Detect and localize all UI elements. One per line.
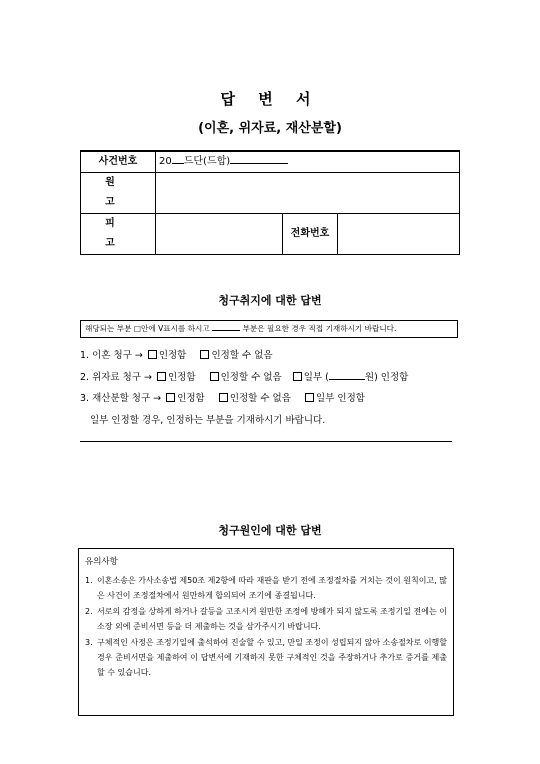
checkbox-icon[interactable] bbox=[166, 393, 175, 402]
claim-item-text: 2. 위자료 청구 → bbox=[80, 372, 152, 383]
option-label: 인정함 bbox=[168, 372, 196, 383]
phone-label: 전화번호 bbox=[283, 214, 338, 255]
notes-title: 유의사항 bbox=[85, 557, 118, 567]
option-label: 인정할 수 없음 bbox=[229, 393, 291, 404]
page-title: 답 변 서 bbox=[220, 90, 320, 108]
instruction-blank bbox=[212, 322, 240, 331]
case-number-blank[interactable] bbox=[230, 153, 288, 164]
checkbox-icon[interactable] bbox=[293, 372, 302, 381]
note-item bbox=[85, 573, 447, 603]
checkbox-icon[interactable] bbox=[210, 372, 219, 381]
notes-box bbox=[78, 548, 454, 716]
option-label: 인정함 bbox=[177, 393, 205, 404]
note-text: 서로의 감정을 상하게 하거나 갈등을 고조시켜 원만한 조정에 방해가 되지 않도록 조정기일 전에는 이 소장 외에 준비서면 등을 더 제출하는 것을 삼가주시기 바랍니다. bbox=[97, 607, 447, 631]
option-label: 인정할 수 없음 bbox=[220, 372, 282, 383]
note-text: 이혼소송은 가사소송법 제50조 제2항에 따라 재판을 받기 전에 조정절차를 거치는 것이 원칙이고, 많은 사건이 조정절차에서 원만하게 합의되어 조기에 종결됩니다. bbox=[97, 576, 447, 600]
checkbox-icon[interactable] bbox=[157, 372, 166, 381]
claim-item-divorce bbox=[80, 347, 273, 361]
note-number: 2. bbox=[85, 607, 93, 616]
claim-section-heading: 청구취지에 대한 답변 bbox=[218, 294, 322, 307]
plaintiff-label: 원 고 bbox=[81, 173, 156, 214]
case-number-field[interactable] bbox=[156, 151, 460, 173]
checkbox-icon[interactable] bbox=[305, 393, 314, 402]
claim-item-text: 1. 이혼 청구 → bbox=[80, 350, 143, 361]
instruction-text-1: 해당되는 부분 □안에 V표시를 하시고 bbox=[85, 324, 210, 333]
plaintiff-field[interactable] bbox=[156, 173, 460, 214]
partial-note: 일부 인정할 경우, 인정하는 부분을 기재하시기 바랍니다. bbox=[90, 415, 326, 426]
checkbox-icon[interactable] bbox=[200, 350, 209, 359]
claim-item-property bbox=[80, 390, 365, 404]
claim-item-alimony bbox=[80, 369, 408, 383]
defendant-label: 피 고 bbox=[81, 214, 156, 255]
note-text: 구체적인 사정은 조정기일에 출석하여 진술할 수 있고, 만일 조정이 성립되지 않아 소송절차로 이행할 경우 준비서면을 제출하여 이 답변서에 기재하지 못한 구체적인 것을 주장하거나 추가로 증거를 제출할 수 있습니다. bbox=[97, 638, 447, 677]
page-subtitle: (이혼, 위자료, 재산분할) bbox=[198, 121, 342, 136]
option-label: 일부 ( bbox=[303, 372, 329, 383]
option-label: 인정함 bbox=[158, 350, 187, 361]
cause-section-heading: 청구원인에 대한 답변 bbox=[218, 524, 322, 537]
instruction-text-2: 부분은 필요한 경우 직접 기재하시기 바랍니다. bbox=[242, 324, 397, 333]
case-year-blank[interactable] bbox=[172, 153, 184, 164]
answer-line[interactable] bbox=[80, 441, 452, 442]
defendant-field[interactable] bbox=[156, 214, 283, 255]
instruction-box bbox=[80, 320, 458, 338]
amount-blank[interactable] bbox=[329, 370, 365, 380]
checkbox-icon[interactable] bbox=[148, 350, 157, 359]
case-info-table bbox=[80, 150, 460, 255]
case-number-label: 사건번호 bbox=[81, 151, 156, 173]
note-item bbox=[85, 604, 447, 634]
checkbox-icon[interactable] bbox=[219, 393, 228, 402]
phone-field[interactable] bbox=[338, 214, 460, 255]
option-label: 원) 인정함 bbox=[364, 372, 409, 383]
note-number: 1. bbox=[85, 576, 93, 585]
note-item bbox=[85, 635, 447, 680]
option-label: 인정할 수 없음 bbox=[211, 350, 273, 361]
case-type: 드단(드합) bbox=[183, 156, 231, 167]
case-year-prefix: 20 bbox=[159, 156, 172, 167]
claim-item-text: 3. 재산분할 청구 → bbox=[80, 393, 162, 404]
note-number: 3. bbox=[85, 638, 93, 647]
option-label: 일부 인정함 bbox=[316, 393, 365, 404]
